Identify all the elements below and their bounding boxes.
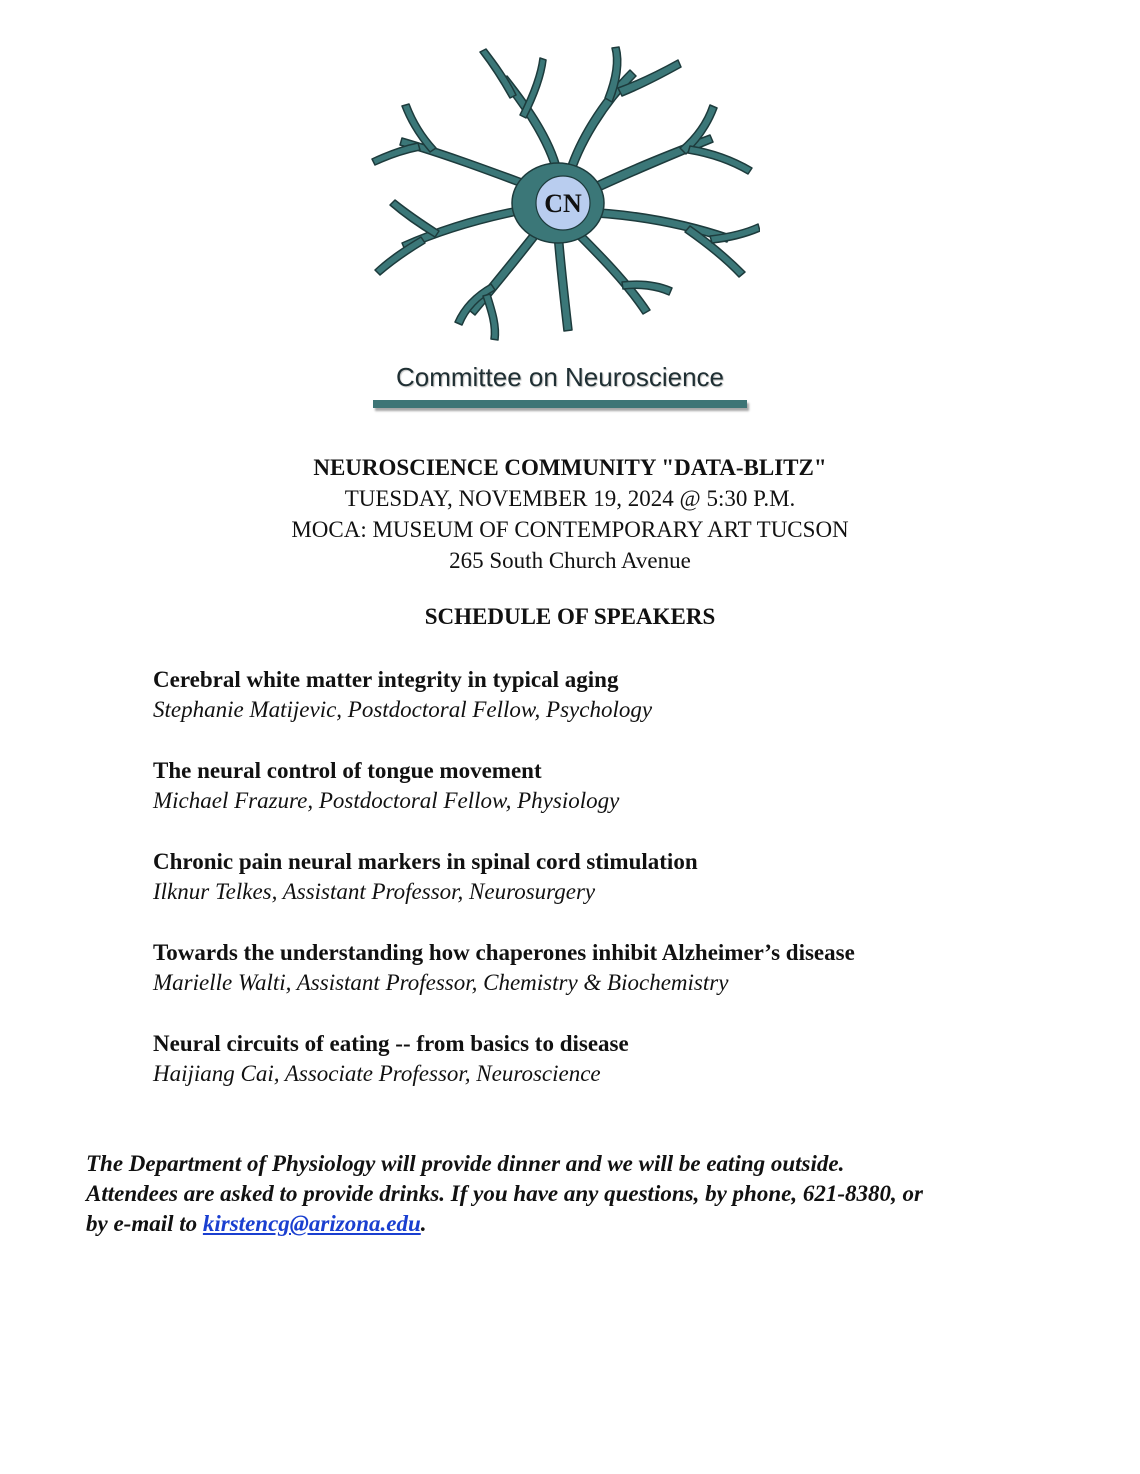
neuron-logo	[350, 40, 760, 350]
schedule-heading: SCHEDULE OF SPEAKERS	[424, 604, 716, 629]
event-venue: MOCA: MUSEUM OF CONTEMPORARY ART TUCSON	[291, 517, 849, 542]
talk-title: The neural control of tongue movement	[153, 758, 542, 783]
footer-note	[86, 1149, 1086, 1239]
talk-item	[153, 755, 1053, 846]
email-suffix: .	[420, 1211, 427, 1236]
email-link[interactable]: kirstencg@arizona.edu	[202, 1211, 421, 1236]
talk-speaker: Marielle Walti, Assistant Professor, Chemistry & Biochemistry	[153, 970, 729, 995]
talk-speaker: Stephanie Matijevic, Postdoctoral Fellow, Psychology	[153, 697, 653, 722]
talk-title: Neural circuits of eating -- from basics to disease	[153, 1031, 629, 1056]
email-prefix: by e-mail to	[86, 1211, 203, 1236]
divider-rule	[373, 400, 747, 408]
event-header	[0, 452, 1140, 576]
talk-item	[153, 664, 1053, 755]
event-datetime: TUESDAY, NOVEMBER 19, 2024 @ 5:30 P.M.	[344, 486, 796, 511]
talk-title: Chronic pain neural markers in spinal cord stimulation	[153, 849, 698, 874]
event-address: 265 South Church Avenue	[449, 548, 691, 573]
event-title: NEUROSCIENCE COMMUNITY "DATA-BLITZ"	[313, 455, 827, 480]
talk-speaker: Michael Frazure, Postdoctoral Fellow, Physiology	[153, 788, 620, 813]
logo-initials: CN	[544, 189, 582, 218]
neuron-icon	[350, 40, 760, 350]
talk-title: Towards the understanding how chaperones inhibit Alzheimer’s disease	[153, 940, 855, 965]
talk-title: Cerebral white matter integrity in typical aging	[153, 667, 619, 692]
talk-speaker: Haijiang Cai, Associate Professor, Neuroscience	[153, 1061, 601, 1086]
talk-item	[153, 846, 1053, 937]
footer-line-email	[86, 1209, 1086, 1239]
speaker-list	[153, 664, 1053, 1119]
talk-speaker: Ilknur Telkes, Assistant Professor, Neurosurgery	[153, 879, 596, 904]
organization-name: Committee on Neuroscience	[395, 362, 725, 392]
talk-item	[153, 937, 1053, 1028]
footer-line-dinner: The Department of Physiology will provide dinner and we will be eating outside.	[86, 1151, 845, 1176]
footer-line-contact: Attendees are asked to provide drinks. If you have any questions, by phone, 621-8380, or	[86, 1181, 923, 1206]
talk-item	[153, 1028, 1053, 1119]
